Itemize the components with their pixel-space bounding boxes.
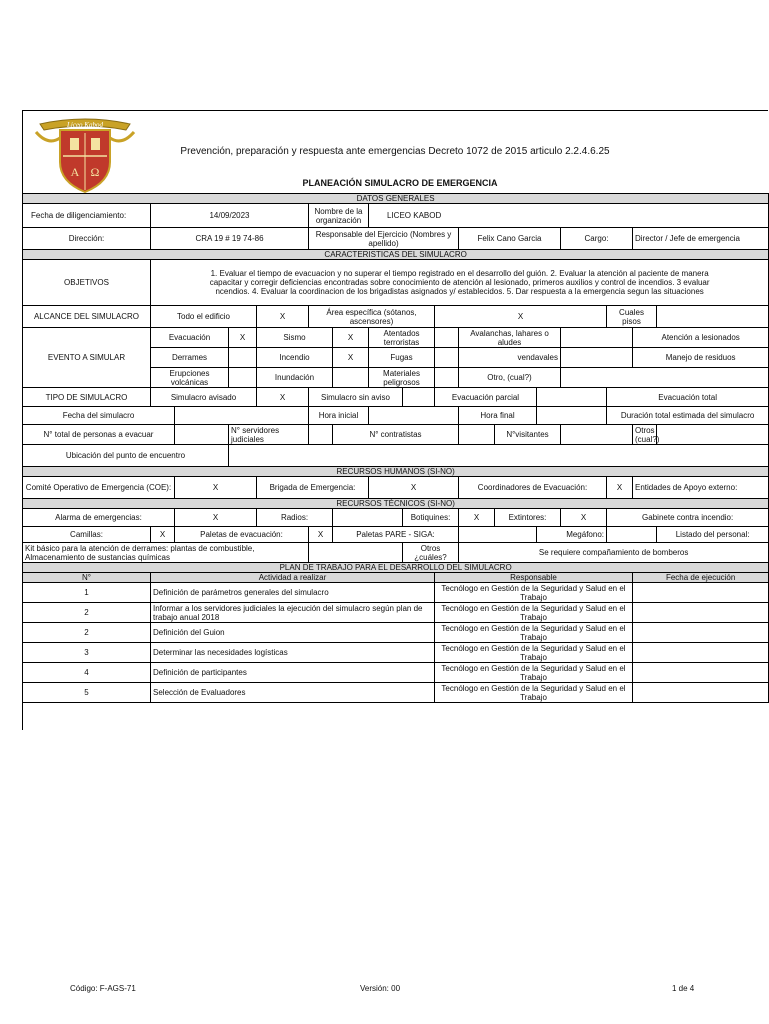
- otros-label: Otros ¿cuáles?: [403, 543, 459, 563]
- svg-text:A: A: [70, 165, 80, 179]
- plan-row-n: 2: [23, 603, 151, 623]
- plan-row-responsable[interactable]: Tecnólogo en Gestión de la Seguridad y Salud en el Trabajo: [435, 623, 633, 643]
- fugas-mark[interactable]: [435, 348, 459, 368]
- cargo-label: Cargo:: [561, 228, 633, 250]
- alarma-label: Alarma de emergencias:: [23, 509, 175, 527]
- avalanchas-label: Avalanchas, lahares o aludes: [459, 328, 561, 348]
- table-row: [23, 663, 769, 683]
- todo-edificio-mark[interactable]: X: [257, 306, 309, 328]
- alarma-mark[interactable]: X: [175, 509, 257, 527]
- plan-row-fecha[interactable]: [633, 643, 769, 663]
- svg-text:Ω: Ω: [90, 165, 100, 179]
- cargo-value[interactable]: Director / Jefe de emergencia: [633, 228, 769, 250]
- evac-total-label: Evacuación total: [607, 388, 769, 407]
- plan-row-responsable[interactable]: Tecnólogo en Gestión de la Seguridad y Salud en el Trabajo: [435, 603, 633, 623]
- total-personas-label: N° total de personas a evacuar: [23, 425, 175, 445]
- servidores-label: N° servidores judiciales: [229, 425, 309, 445]
- ubicacion-value[interactable]: [229, 445, 769, 467]
- materiales-label: Materiales peligrosos: [369, 368, 435, 388]
- plan-row-actividad[interactable]: Determinar las necesidades logísticas: [151, 643, 435, 663]
- visitantes-label: N°visitantes: [495, 425, 561, 445]
- plan-row-responsable[interactable]: Tecnólogo en Gestión de la Seguridad y Salud en el Trabajo: [435, 583, 633, 603]
- objetivos-label: OBJETIVOS: [23, 260, 151, 306]
- direccion-label: Dirección:: [23, 228, 151, 250]
- servidores-value[interactable]: [309, 425, 333, 445]
- contratistas-label: N° contratistas: [333, 425, 459, 445]
- brigada-label: Brigada de Emergencia:: [257, 477, 369, 499]
- evacuacion-mark[interactable]: X: [229, 328, 257, 348]
- cuales-pisos-value[interactable]: [657, 306, 769, 328]
- duracion-label: Duración total estimada del simulacro: [607, 407, 769, 425]
- section-caracteristicas: CARACTERISTICAS DEL SIMULACRO: [23, 250, 769, 260]
- plan-row-fecha[interactable]: [633, 663, 769, 683]
- gabinete-label: Gabinete contra incendio:: [607, 509, 769, 527]
- hora-final-label: Hora final: [459, 407, 537, 425]
- sismo-label: Sismo: [257, 328, 333, 348]
- direccion-value[interactable]: CRA 19 # 19 74-86: [151, 228, 309, 250]
- radios-mark[interactable]: [333, 509, 403, 527]
- avisado-label: Simulacro avisado: [151, 388, 257, 407]
- pare-mark[interactable]: [459, 527, 537, 543]
- fugas-label: Fugas: [369, 348, 435, 368]
- objetivos-line: ncendios. 4. Evaluar la coordinacion de los brigadistas asignados y/ establecidos. 5. Dar respuesta a la emergencia segun las situaciones: [215, 287, 704, 296]
- contratistas-value[interactable]: [459, 425, 495, 445]
- camillas-mark[interactable]: X: [151, 527, 175, 543]
- paletas-label: Paletas de evacuación:: [175, 527, 309, 543]
- sismo-mark[interactable]: X: [333, 328, 369, 348]
- otros-cual-label: Otros (cual?): [633, 425, 657, 445]
- responsable-value[interactable]: Felix Cano Garcia: [459, 228, 561, 250]
- section-recursos-humanos: RECURSOS HUMANOS (SI-NO): [23, 467, 769, 477]
- listado-label: Listado del personal:: [657, 527, 769, 543]
- table-row: [23, 683, 769, 703]
- extintores-mark[interactable]: X: [561, 509, 607, 527]
- plan-row-actividad[interactable]: Definición de parámetros generales del simulacro: [151, 583, 435, 603]
- evac-parcial-label: Evacuación parcial: [435, 388, 537, 407]
- section-plan-trabajo: PLAN DE TRABAJO PARA EL DESARROLLO DEL SIMULACRO: [23, 563, 769, 573]
- inundacion-mark[interactable]: [333, 368, 369, 388]
- fecha-simulacro-value[interactable]: [175, 407, 309, 425]
- plan-row-actividad[interactable]: Selección de Evaluadores: [151, 683, 435, 703]
- area-especifica-label: Área específica (sótanos, ascensores): [309, 306, 435, 328]
- incendio-label: Incendio: [257, 348, 333, 368]
- nombre-value[interactable]: LICEO KABOD: [369, 204, 769, 228]
- form-grid: [22, 193, 769, 703]
- logo-text: Liceo Kabod: [67, 121, 103, 129]
- derrames-label: Derrames: [151, 348, 229, 368]
- objetivos-text[interactable]: [151, 260, 769, 306]
- school-logo: [30, 116, 140, 194]
- fecha-label: Fecha de diligenciamiento:: [23, 204, 151, 228]
- hora-inicial-label: Hora inicial: [309, 407, 369, 425]
- alcance-label: ALCANCE DEL SIMULACRO: [23, 306, 151, 328]
- fecha-simulacro-label: Fecha del simulacro: [23, 407, 175, 425]
- plan-row-responsable[interactable]: Tecnólogo en Gestión de la Seguridad y Salud en el Trabajo: [435, 663, 633, 683]
- plan-row-fecha[interactable]: [633, 683, 769, 703]
- erupciones-mark[interactable]: [229, 368, 257, 388]
- footer-pagina: 1 de 4: [672, 984, 695, 993]
- plan-row-fecha[interactable]: [633, 603, 769, 623]
- plan-row-n: 4: [23, 663, 151, 683]
- page-border-top: [22, 110, 768, 111]
- nombre-label: Nombre de la organización: [309, 204, 369, 228]
- table-row: [23, 623, 769, 643]
- plan-row-n: 2: [23, 623, 151, 643]
- coordinadores-label: Coordinadores de Evacuación:: [459, 477, 607, 499]
- ubicacion-label: Ubicación del punto de encuentro: [23, 445, 229, 467]
- hora-final-value[interactable]: [537, 407, 607, 425]
- plan-header-fecha: Fecha de ejecución: [633, 573, 769, 583]
- inundacion-label: Inundación: [257, 368, 333, 388]
- plan-header-n: N°: [23, 573, 151, 583]
- form-sheet: [22, 193, 768, 703]
- plan-row-n: 5: [23, 683, 151, 703]
- paletas-mark[interactable]: X: [309, 527, 333, 543]
- brigada-mark[interactable]: X: [369, 477, 459, 499]
- plan-row-n: 1: [23, 583, 151, 603]
- total-personas-value[interactable]: [175, 425, 229, 445]
- avalanchas-mark[interactable]: [561, 328, 633, 348]
- visitantes-value[interactable]: [561, 425, 633, 445]
- camillas-label: Camillas:: [23, 527, 151, 543]
- coe-mark[interactable]: X: [175, 477, 257, 499]
- objetivos-line: 1. Evaluar el tiempo de evacuacion y no superar el tiempo registrado en el desarrollo del guión. 2. Evaluar la atención al paciente de manera: [210, 269, 709, 278]
- incendio-mark[interactable]: X: [333, 348, 369, 368]
- section-recursos-tecnicos: RECURSOS TÉCNICOS (SI-NO): [23, 499, 769, 509]
- plan-row-fecha[interactable]: [633, 583, 769, 603]
- objetivos-line: capacitar y corregir deficiencias encontradas sobre conocimiento de atención al lesionado, primeros auxilios y control de incendios. 3 evaluar: [209, 278, 710, 287]
- megafono-label: Megáfono:: [537, 527, 607, 543]
- form-title: PLANEACIÓN SIMULACRO DE EMERGENCIA: [302, 178, 498, 188]
- table-row: [23, 643, 769, 663]
- materiales-mark[interactable]: [435, 368, 459, 388]
- area-especifica-mark[interactable]: X: [435, 306, 607, 328]
- coe-label: Comité Operativo de Emergencia (COE):: [23, 477, 175, 499]
- table-row: [23, 583, 769, 603]
- footer-version: Versión: 00: [360, 984, 401, 993]
- otro-label: Otro, (cual?): [459, 368, 561, 388]
- vendavales-label: vendavales: [459, 348, 561, 368]
- atentados-mark[interactable]: [435, 328, 459, 348]
- plan-row-actividad[interactable]: Definición de participantes: [151, 663, 435, 683]
- pare-label: Paletas PARE - SIGA:: [333, 527, 459, 543]
- derrames-mark[interactable]: [229, 348, 257, 368]
- shield-logo-icon: [30, 116, 140, 194]
- sin-aviso-label: Simulacro sin aviso: [309, 388, 403, 407]
- extintores-label: Extintores:: [495, 509, 561, 527]
- evac-parcial-mark[interactable]: [537, 388, 607, 407]
- plan-row-actividad[interactable]: Informar a los servidores judiciales la ejecución del simulacro según plan de trabajo anual 2018: [151, 603, 435, 623]
- radios-label: Radios:: [257, 509, 333, 527]
- plan-header-responsable: Responsable: [435, 573, 633, 583]
- avisado-mark[interactable]: X: [257, 388, 309, 407]
- document-title: Prevención, preparación y respuesta ante emergencias Decreto 1072 de 2015 articulo 2.2.4.6.25: [180, 146, 610, 157]
- plan-row-responsable[interactable]: Tecnólogo en Gestión de la Seguridad y Salud en el Trabajo: [435, 643, 633, 663]
- atentados-label: Atentados terroristas: [369, 328, 435, 348]
- plan-row-n: 3: [23, 643, 151, 663]
- otros-cual-value[interactable]: [657, 425, 769, 445]
- section-datos-generales: DATOS GENERALES: [23, 194, 769, 204]
- entidades-label: Entidades de Apoyo externo:: [633, 477, 769, 499]
- hora-inicial-value[interactable]: [369, 407, 459, 425]
- tipo-simulacro-label: TIPO DE SIMULACRO: [23, 388, 151, 407]
- botiquines-label: Botiquines:: [403, 509, 459, 527]
- responsable-label: Responsable del Ejercicio (Nombres y apellido): [309, 228, 459, 250]
- plan-row-actividad[interactable]: Definición del Guion: [151, 623, 435, 643]
- bomberos-label: Se requiere compañamiento de bomberos: [459, 543, 769, 563]
- megafono-mark[interactable]: [607, 527, 657, 543]
- atencion-lesionados-label: Atención a lesionados: [633, 328, 769, 348]
- kit-mark[interactable]: [309, 543, 403, 563]
- otro-value[interactable]: [561, 368, 769, 388]
- botiquines-mark[interactable]: X: [459, 509, 495, 527]
- sin-aviso-mark[interactable]: [403, 388, 435, 407]
- coordinadores-mark[interactable]: X: [607, 477, 633, 499]
- plan-row-fecha[interactable]: [633, 623, 769, 643]
- fecha-value[interactable]: 14/09/2023: [151, 204, 309, 228]
- todo-edificio-label: Todo el edificio: [151, 306, 257, 328]
- evacuacion-label: Evacuación: [151, 328, 229, 348]
- evento-label: EVENTO A SIMULAR: [23, 328, 151, 388]
- cuales-pisos-label: Cuales pisos: [607, 306, 657, 328]
- vendavales-mark[interactable]: [561, 348, 633, 368]
- manejo-residuos-label: Manejo de residuos: [633, 348, 769, 368]
- plan-header-actividad: Actividad a realizar: [151, 573, 435, 583]
- table-row: [23, 603, 769, 623]
- plan-row-responsable[interactable]: Tecnólogo en Gestión de la Seguridad y Salud en el Trabajo: [435, 683, 633, 703]
- footer-codigo: Código: F-AGS-71: [70, 984, 136, 993]
- kit-label: Kit básico para la atención de derrames: plantas de combustible, Almacenamiento de sustancias químicas: [23, 543, 309, 563]
- erupciones-label: Erupciones volcánicas: [151, 368, 229, 388]
